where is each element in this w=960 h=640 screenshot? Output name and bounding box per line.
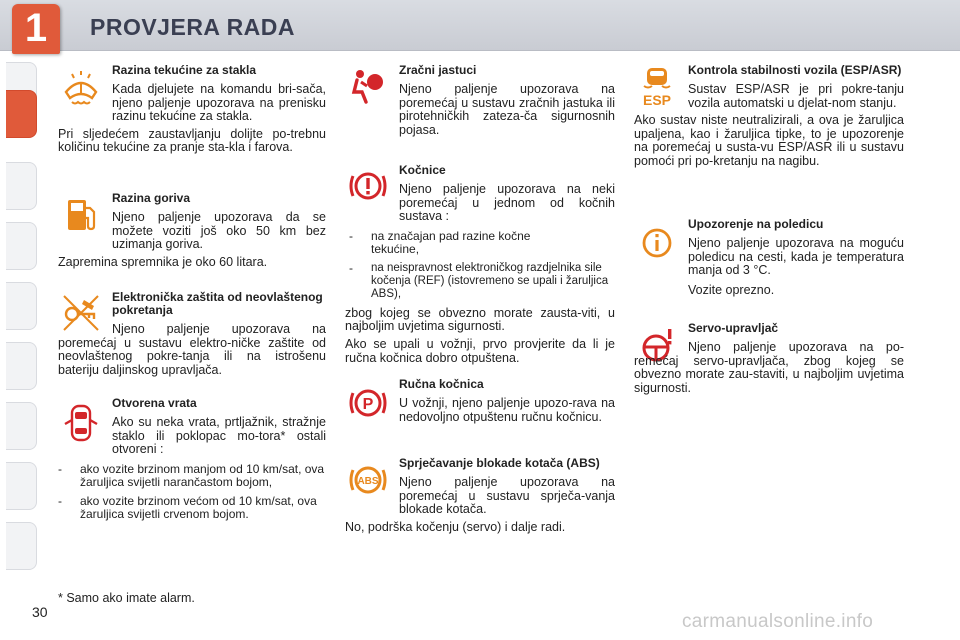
svg-text:ESP: ESP (642, 92, 672, 108)
brakes-extra2: Ako se upali u vožnji, prvo provjerite da li je ručna kočnica dobro otpuštena. (345, 336, 615, 365)
steering-text: Njeno paljenje upozorava na po-remećaj servo-upravljača, zbog kojeg se obvezno morate zau-staviti, u najboljim uvjetima sigurnosti. (634, 340, 904, 395)
immobiliser-text: Njeno paljenje upozorava na poremećaj u sustavu elektro-ničke zaštite od neovlaštenog pokre-tanja ili na istrošenu bateriju daljinskog upravljača. (58, 322, 326, 377)
chapter-tab-6[interactable] (6, 342, 37, 390)
section-abs (345, 457, 615, 534)
washer-extra: Pri sljedećem zaustavljanju dolijte po-trebnu količinu tekućine za pranje sta-kla i farova. (58, 126, 326, 155)
ice-text: Njeno paljenje upozorava na moguću poledicu na cesti, kada je temperatura manja od 3 °C. (688, 236, 904, 278)
fuel-extra: Zapremina spremnika je oko 60 litara. (58, 254, 268, 269)
chapter-tab-4[interactable] (6, 222, 37, 270)
chapter-tab-9[interactable] (6, 522, 37, 570)
door-title: Otvorena vrata (112, 396, 197, 410)
svg-text:ABS: ABS (357, 476, 379, 487)
section-fuel (58, 192, 326, 269)
page-title: PROVJERA RADA (90, 14, 296, 40)
fuel-text: Njeno paljenje upozorava da se možete voziti još oko 50 km bez uzimanja goriva. (112, 210, 326, 252)
brakes-bullet: - na značajan pad razine kočne tekućine, (349, 228, 531, 256)
chapter-tab-3[interactable] (6, 162, 37, 210)
brakes-bullet: - na neispravnost elektroničkog razdjelnika sile kočenja (REF) (istovremeno se upali i žaruljica ABS), (349, 260, 609, 300)
abs-title: Sprječavanje blokade kotača (ABS) (399, 456, 600, 470)
fuel-title: Razina goriva (112, 191, 191, 205)
chapter-tab-7[interactable] (6, 402, 37, 450)
esp-extra: Ako sustav niste neutralizirali, a ova je žaruljica upaljena, kao i žaruljica tipke, to je upozorenje na poremećaj u susta-vu ESP/ASR ili u sustavu pomoći pri po-kretanju na nagibu. (634, 113, 904, 168)
abs-text: Njeno paljenje upozorava na poremećaj u sustavu sprječa-vanja blokade kotača. (399, 475, 615, 517)
section-steering (634, 322, 904, 395)
section-airbag (345, 64, 615, 137)
page-number: 30 (32, 604, 48, 620)
svg-text:P: P (362, 396, 374, 413)
section-door (58, 397, 326, 521)
section-esp (634, 64, 904, 169)
door-bullet: - ako vozite brzinom manjom od 10 km/sat, ova žaruljica svijetli narančastom bojom, (58, 461, 325, 489)
esp-title: Kontrola stabilnosti vozila (ESP/ASR) (688, 63, 902, 77)
brakes-title: Kočnice (399, 163, 446, 177)
airbag-text: Njeno paljenje upozorava na poremećaj u sustavu zračnih jastuka ili pirotehničkih zateza-ča sigurnosnih pojasa. (399, 82, 615, 137)
handbrake-title: Ručna kočnica (399, 377, 484, 391)
brakes-text: Njeno paljenje upozorava na neki poremećaj u jednom od kočnih sustava : (399, 182, 615, 224)
chapter-number: 1 (24, 6, 48, 50)
watermark: carmanualsonline.info (682, 611, 874, 632)
airbag-title: Zračni jastuci (399, 63, 477, 77)
esp-text: Sustav ESP/ASR je pri pokre-tanju vozila automatski u djelat-nom stanju. (688, 82, 904, 110)
ice-extra: Vozite oprezno. (688, 282, 775, 297)
washer-title: Razina tekućine za stakla (112, 63, 257, 77)
handbrake-text: U vožnji, njeno paljenje upozo-rava na nedovoljno otpuštenu ručnu kočnicu. (399, 396, 615, 424)
chapter-tab (12, 4, 60, 54)
footnote: * Samo ako imate alarm. (58, 591, 195, 605)
brakes-extra: zbog kojeg se obvezno morate zausta-viti, u najboljim uvjetima sigurnosti. (345, 305, 615, 334)
immobiliser-title: Elektronička zaštita od neovlaštenog pokretanja (112, 290, 323, 317)
page-header (0, 0, 960, 51)
chapter-tab-5[interactable] (6, 282, 37, 330)
ice-title: Upozorenje na poledicu (688, 217, 824, 231)
section-washer-fluid (58, 64, 326, 155)
chapter-tab-active[interactable] (6, 90, 37, 138)
section-handbrake (345, 378, 615, 424)
door-bullet: - ako vozite brzinom većom od 10 km/sat, ova žaruljica svijetli crvenom bojom. (58, 493, 317, 521)
chapter-tab-8[interactable] (6, 462, 37, 510)
section-ice (634, 218, 904, 297)
chapter-navigation (0, 62, 38, 582)
section-immobiliser (58, 291, 326, 377)
steering-title: Servo-upravljač (688, 321, 779, 335)
abs-extra: No, podrška kočenju (servo) i dalje radi. (345, 519, 566, 534)
washer-text: Kada djelujete na komandu bri-sača, njeno paljenje upozorava na prenisku razinu tekućine za stakla. (112, 82, 326, 124)
door-text: Ako su neka vrata, prtljažnik, stražnje staklo ili poklopac mo-tora* ostali otvoreni : (112, 415, 326, 457)
section-brakes (345, 164, 615, 365)
